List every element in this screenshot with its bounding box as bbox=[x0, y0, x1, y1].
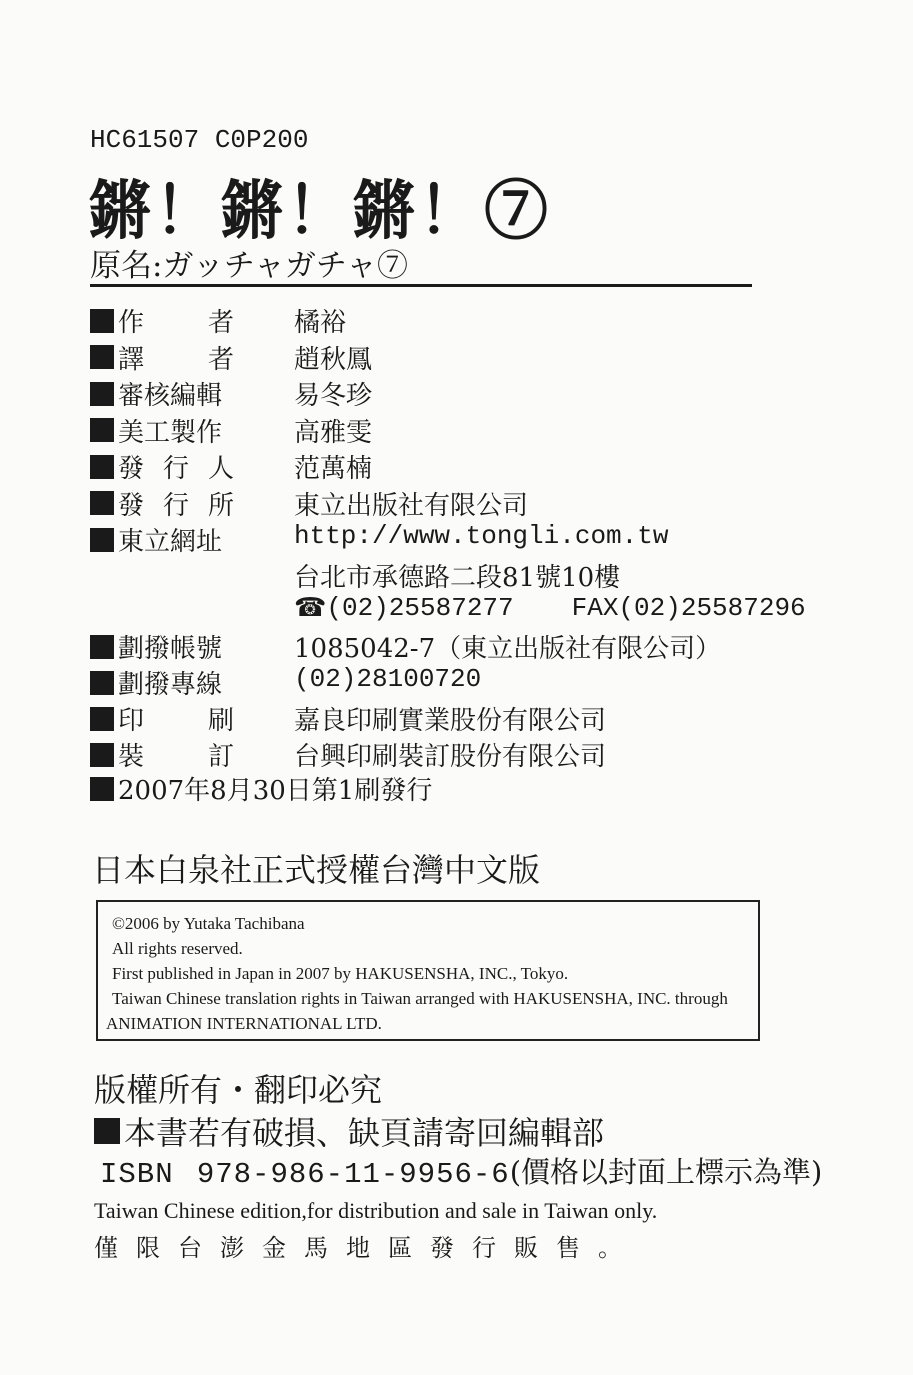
credit-label-text: 者 bbox=[207, 308, 234, 338]
bullet-square bbox=[90, 382, 114, 406]
credit-label-text: 發 bbox=[118, 454, 145, 484]
bullet-square bbox=[94, 1118, 120, 1144]
copyright-line: ©2006 by Yutaka Tachibana bbox=[112, 914, 305, 933]
credit-value: 嘉良印刷實業股份有限公司 bbox=[294, 706, 607, 736]
telephone-icon: ☎ bbox=[294, 593, 327, 623]
bullet-square bbox=[90, 777, 114, 801]
credit-value: http://www.tongli.com.tw bbox=[294, 521, 669, 551]
copyright-box bbox=[96, 900, 760, 1041]
credit-label bbox=[90, 339, 240, 376]
credit-label-text: 劃撥帳號 bbox=[118, 634, 223, 664]
credit-value: 范萬楠 bbox=[294, 454, 373, 484]
credit-label bbox=[90, 485, 240, 522]
credit-label bbox=[90, 664, 240, 701]
distribution-zh: 僅限台澎金馬地區發行販售。 bbox=[94, 1234, 640, 1262]
license-line: 日本白泉社正式授權台灣中文版 bbox=[92, 851, 541, 889]
credit-label bbox=[90, 700, 240, 737]
rights-notice: 版權所有・翻印必究 bbox=[94, 1071, 383, 1109]
credit-value: 易冬珍 bbox=[294, 381, 373, 411]
credit-value: 台興印刷裝訂股份有限公司 bbox=[294, 742, 607, 772]
credit-label-text: 行 bbox=[162, 490, 189, 521]
credit-value: 趙秋鳳 bbox=[294, 344, 373, 375]
isbn-number: 978-986-11-9956-6 bbox=[196, 1158, 510, 1191]
bullet-square bbox=[90, 528, 114, 552]
isbn-line bbox=[100, 1150, 822, 1191]
print-date-text: 2007年8月30日第1刷發行 bbox=[118, 776, 433, 806]
credit-label bbox=[90, 302, 240, 339]
credit-value: 橘裕 bbox=[294, 308, 347, 338]
fax-number: FAX(02)25587296 bbox=[571, 593, 806, 623]
credit-label-text: 東立網址 bbox=[118, 527, 223, 557]
original-title: 原名:ガッチャガチャ⑦ bbox=[90, 248, 408, 284]
credit-label-text: 發 bbox=[118, 490, 145, 521]
credit-label-text: 譯 bbox=[118, 344, 145, 375]
bullet-square bbox=[90, 635, 114, 659]
product-code: HC61507 C0P200 bbox=[90, 125, 309, 155]
bullet-square bbox=[90, 743, 114, 767]
divider-rule bbox=[90, 284, 752, 287]
credit-label-text: 印 bbox=[118, 706, 145, 736]
isbn-prefix: ISBN bbox=[100, 1158, 174, 1191]
credit-label-text: 刷 bbox=[207, 706, 234, 736]
book-title: 鏘！鏘！鏘！⑦ bbox=[88, 174, 550, 249]
copyright-line: ANIMATION INTERNATIONAL LTD. bbox=[106, 1014, 382, 1033]
credit-value: (02)28100720 bbox=[294, 664, 482, 694]
credit-label-text: 審核編輯 bbox=[118, 381, 223, 411]
credit-label-text: 者 bbox=[207, 344, 234, 375]
credit-label bbox=[90, 448, 240, 485]
credit-label-text: 作 bbox=[118, 308, 145, 338]
isbn-note: (價格以封面上標示為準) bbox=[509, 1155, 823, 1189]
copyright-line: First published in Japan in 2007 by HAKUSENSHA, INC., Tokyo. bbox=[112, 964, 569, 983]
credit-label-text: 人 bbox=[207, 454, 234, 484]
credit-label-text: 行 bbox=[162, 454, 189, 484]
credit-label-text: 訂 bbox=[207, 742, 234, 772]
copyright-line: Taiwan Chinese translation rights in Taiwan arranged with HAKUSENSHA, INC. through bbox=[112, 989, 728, 1008]
address-text: 台北市承德路二段81號10樓 bbox=[294, 563, 621, 593]
credit-label bbox=[90, 412, 240, 449]
credit-label bbox=[90, 628, 240, 665]
credit-label bbox=[90, 736, 240, 773]
credit-label-text: 美工製作 bbox=[118, 417, 223, 448]
bullet-square bbox=[90, 707, 114, 731]
credit-label bbox=[90, 521, 240, 558]
credit-label-text: 所 bbox=[207, 490, 234, 521]
credit-label bbox=[90, 375, 240, 412]
credit-value: 1085042-7（東立出版社有限公司） bbox=[294, 634, 722, 664]
bullet-square bbox=[90, 491, 114, 515]
bullet-square bbox=[90, 418, 114, 442]
bullet-square bbox=[90, 671, 114, 695]
bullet-square bbox=[90, 455, 114, 479]
bullet-square bbox=[90, 309, 114, 333]
credit-value: 東立出版社有限公司 bbox=[294, 490, 529, 521]
credit-value: 高雅雯 bbox=[294, 417, 373, 448]
copyright-line: All rights reserved. bbox=[112, 939, 243, 958]
credit-label-text: 裝 bbox=[118, 742, 145, 772]
credit-label-text: 劃撥專線 bbox=[118, 670, 223, 700]
phone-number: (02)25587277 bbox=[326, 593, 514, 623]
damage-notice-text: 本書若有破損、缺頁請寄回編輯部 bbox=[124, 1114, 605, 1152]
distribution-en: Taiwan Chinese edition,for distribution and sale in Taiwan only. bbox=[94, 1198, 658, 1223]
print-date bbox=[90, 770, 432, 807]
damage-notice bbox=[94, 1108, 604, 1154]
bullet-square bbox=[90, 345, 114, 369]
